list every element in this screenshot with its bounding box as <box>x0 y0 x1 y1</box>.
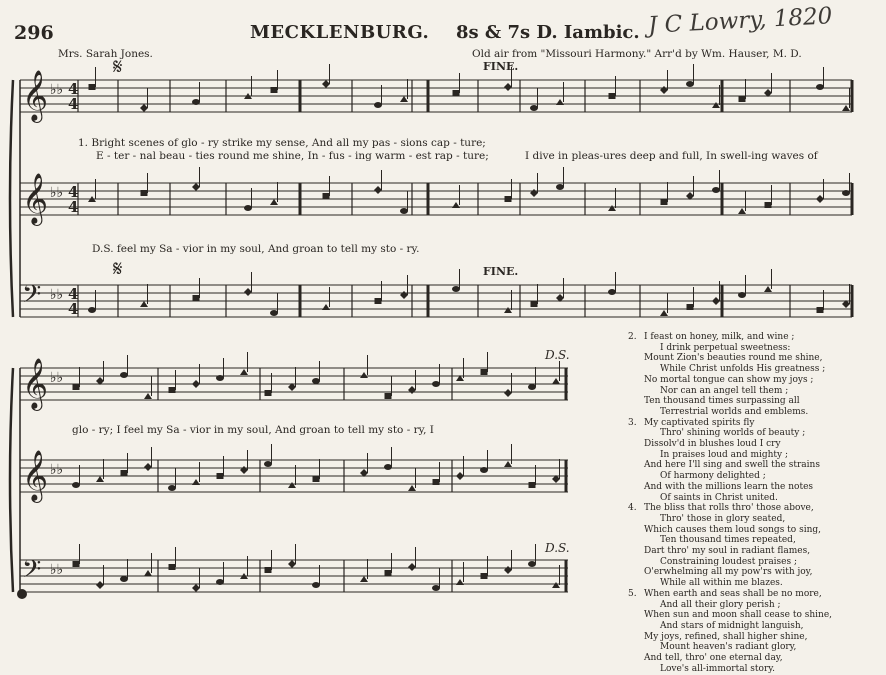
time-signature: 4 <box>68 300 79 318</box>
treble-clef-icon: 𝄞 <box>22 450 49 501</box>
note-head <box>712 187 720 193</box>
note-head <box>322 80 330 88</box>
note-head <box>504 461 512 467</box>
note-head <box>552 582 560 588</box>
verse-stanza <box>628 332 873 418</box>
note-head <box>120 372 128 378</box>
note-head <box>528 561 536 567</box>
page-number: 296 <box>14 22 54 44</box>
verse-line: Terrestrial worlds and emblems. <box>660 406 809 417</box>
note-head <box>480 467 488 473</box>
note-head <box>712 297 720 305</box>
note-head <box>842 105 850 111</box>
note-head <box>374 186 382 194</box>
key-signature-flat-icon: ♭♭ <box>50 462 64 478</box>
music-credit: Old air from "Missouri Harmony." Arr'd by Wm. Hauser, M. D. <box>472 48 802 60</box>
lyric-ds-line: D.S. feel my Sa - vior in my soul, And groan to tell my sto - ry. <box>92 243 420 255</box>
verse-line: Ten thousand times repeated, <box>660 535 796 546</box>
key-signature-flat-icon: ♭♭ <box>50 82 64 98</box>
bass-clef-icon: 𝄢 <box>22 555 42 590</box>
system-brace <box>10 80 13 317</box>
verse-line: Ten thousand times surpassing all <box>644 396 800 407</box>
key-signature-flat-icon: ♭♭ <box>50 185 64 201</box>
note-head <box>739 96 746 102</box>
note-head <box>271 87 278 93</box>
note-head <box>375 298 382 304</box>
note-head <box>765 202 772 208</box>
verse-number: 3. <box>628 417 637 428</box>
verse-line: Thro' shining worlds of beauty ; <box>660 428 806 439</box>
note-head <box>312 582 320 588</box>
verse-line: I drink perpetual sweetness: <box>660 342 791 353</box>
note-head <box>530 189 538 197</box>
treble-clef-icon: 𝄞 <box>22 70 49 121</box>
words-credit: Mrs. Sarah Jones. <box>58 48 153 60</box>
note-head <box>552 378 560 384</box>
verse-number: 2. <box>628 332 637 342</box>
note-head <box>432 585 440 591</box>
lyric-line-1: 1. Bright scenes of glo - ry strike my sense, And all my pas - sions cap - ture; <box>78 137 486 149</box>
note-head <box>453 90 460 96</box>
verse-line: Of harmony delighted ; <box>660 471 766 482</box>
note-head <box>193 295 200 301</box>
note-head <box>481 573 488 579</box>
note-head <box>270 310 278 316</box>
time-signature: 4 <box>68 80 79 98</box>
note-head <box>73 561 80 567</box>
note-head <box>140 104 148 112</box>
note-head <box>505 196 512 202</box>
note-head <box>408 485 416 491</box>
note-head <box>192 99 200 105</box>
note-head <box>817 307 824 313</box>
note-head <box>531 301 538 307</box>
verse-line: And with the millions learn the notes <box>644 481 814 492</box>
fine-mark: FINE. <box>483 265 519 278</box>
verse-line: My joys, refined, shall higher shine, <box>644 631 808 642</box>
verse-line: Dart thro' my soul in radiant flames, <box>644 546 811 557</box>
note-head <box>217 473 224 479</box>
note-head <box>481 369 488 375</box>
note-head <box>452 202 460 208</box>
note-head <box>686 81 694 87</box>
fine-mark: FINE. <box>483 60 519 73</box>
meter-label: 8s & 7s D. Iambic. <box>456 22 640 43</box>
system-brace <box>10 368 13 592</box>
ds-mark: D.S. <box>545 541 570 555</box>
note-head <box>89 84 96 90</box>
note-head <box>144 463 152 471</box>
note-head <box>660 86 668 94</box>
note-head <box>504 566 512 574</box>
note-head <box>738 292 746 298</box>
tune-title: MECKLENBURG. <box>250 22 430 43</box>
note-head <box>712 102 720 108</box>
lyric-line-2-continued: I dive in pleas-ures deep and full, In swell-ing waves of <box>525 150 818 162</box>
bass-clef-icon: 𝄢 <box>22 280 42 315</box>
note-head <box>265 567 272 573</box>
treble-clef-icon: 𝄞 <box>22 173 49 224</box>
note-head <box>121 470 128 476</box>
verse-line: While all within me blazes. <box>660 578 783 589</box>
note-head <box>96 476 104 482</box>
note-head <box>661 199 668 205</box>
lyric-line-2: E - ter - nal beau - ties round me shine, In - fus - ing warm - est rap - ture; <box>96 150 489 162</box>
note-head <box>842 190 850 196</box>
time-signature: 4 <box>68 198 79 216</box>
note-head <box>385 393 392 399</box>
verse-line: And tell, thro' one eternal day, <box>644 653 783 664</box>
segno-icon: 𝄋 <box>113 55 123 80</box>
note-head <box>816 84 824 90</box>
verse-stanza <box>628 418 873 504</box>
note-head <box>528 384 536 390</box>
note-head <box>504 389 512 397</box>
note-head <box>433 479 440 485</box>
verse-line: While Christ unfolds His greatness ; <box>660 364 826 375</box>
note-head <box>456 579 464 585</box>
verse-list <box>628 332 873 675</box>
note-head <box>144 570 152 576</box>
note-head <box>169 564 176 570</box>
verse-line: Nor can an angel tell them ; <box>660 385 789 396</box>
key-signature-flat-icon: ♭♭ <box>50 370 64 386</box>
note-head <box>72 482 80 488</box>
verse-line: I feast on honey, milk, and wine ; <box>644 332 795 342</box>
note-head <box>608 289 616 295</box>
note-head <box>432 381 440 387</box>
note-head <box>529 482 536 488</box>
note-head <box>322 304 330 310</box>
note-head <box>144 393 152 399</box>
verse-line: O'erwhelming all my pow'rs with joy, <box>644 567 813 578</box>
note-head <box>192 584 200 592</box>
verse-number: 5. <box>628 588 637 599</box>
verse-line: When earth and seas shall be no more, <box>644 588 822 599</box>
note-head <box>374 102 382 108</box>
handwritten-signature: J C Lowry, 1820 <box>647 3 833 39</box>
note-head <box>240 466 248 474</box>
note-head <box>168 485 176 491</box>
time-signature: 4 <box>68 183 79 201</box>
verse-line: And all their glory perish ; <box>660 599 781 610</box>
segno-icon: 𝄋 <box>113 257 123 282</box>
key-signature-flat-icon: ♭♭ <box>50 562 64 578</box>
note-head <box>408 386 416 394</box>
note-head <box>408 563 416 571</box>
note-head <box>360 372 368 378</box>
verse-line: In praises loud and mighty ; <box>660 449 789 460</box>
time-signature: 4 <box>68 95 79 113</box>
note-head <box>400 291 408 299</box>
note-head <box>312 378 320 384</box>
note-head <box>120 576 128 582</box>
note-head <box>400 208 408 214</box>
verse-line: When sun and moon shall cease to shine, <box>644 610 833 621</box>
treble-clef-icon: 𝄞 <box>22 358 49 409</box>
note-head <box>687 304 694 310</box>
verse-line: Constraining loudest praises ; <box>660 556 798 567</box>
note-head <box>384 464 392 470</box>
note-head <box>385 570 392 576</box>
note-head <box>169 387 176 393</box>
note-head <box>192 380 200 388</box>
note-head <box>323 193 330 199</box>
note-head <box>360 576 368 582</box>
note-head <box>192 183 200 191</box>
note-head <box>244 205 252 211</box>
note-head <box>240 369 248 375</box>
note-head <box>88 307 96 313</box>
note-head <box>244 288 252 296</box>
note-head <box>764 286 772 292</box>
verse-line: Which causes them loud songs to sing, <box>644 524 821 535</box>
note-head <box>456 472 464 480</box>
note-head <box>816 195 824 203</box>
key-signature-flat-icon: ♭♭ <box>50 287 64 303</box>
note-head <box>608 205 616 211</box>
verse-line: Mount Zion's beauties round me shine, <box>644 353 823 364</box>
verse-line: And here I'll sing and swell the strains <box>644 460 820 471</box>
note-head <box>556 184 564 190</box>
verse-line: No mortal tongue can show my joys ; <box>644 374 814 385</box>
note-head <box>73 384 80 390</box>
time-signature: 4 <box>68 285 79 303</box>
verse-number: 4. <box>628 503 637 514</box>
note-head <box>504 307 512 313</box>
note-head <box>400 96 408 102</box>
note-head <box>556 99 564 105</box>
note-head <box>216 579 224 585</box>
note-head <box>288 482 296 488</box>
note-head <box>609 93 616 99</box>
note-head <box>504 83 512 91</box>
verse-line: The bliss that rolls thro' those above, <box>644 503 814 514</box>
verse-line: Mount heaven's radiant glory, <box>660 642 797 653</box>
verse-line: Thro' those in glory seated, <box>660 513 786 524</box>
note-head <box>96 581 104 589</box>
verse-line: Dissolv'd in blushes loud I cry <box>644 439 781 450</box>
ds-mark: D.S. <box>545 348 570 362</box>
note-head <box>530 105 538 111</box>
note-head <box>141 190 148 196</box>
note-head <box>264 461 272 467</box>
note-head <box>313 476 320 482</box>
note-head <box>738 208 746 214</box>
note-head <box>265 390 272 396</box>
note-head <box>452 286 460 292</box>
verse-line: Of saints in Christ united. <box>660 492 778 503</box>
note-head <box>192 479 200 485</box>
verse-line: Love's all-immortal story. <box>660 663 776 674</box>
verse-stanza <box>628 589 873 675</box>
note-head <box>216 375 224 381</box>
lyric-line-system-2: glo - ry; I feel my Sa - vior in my soul, And groan to tell my sto - ry, I <box>72 424 434 436</box>
verse-line: My captivated spirits fly <box>644 417 755 428</box>
verse-line: And stars of midnight languish, <box>660 620 804 631</box>
note-head <box>140 301 148 307</box>
note-head <box>660 310 668 316</box>
verse-stanza <box>628 503 873 589</box>
note-head <box>288 560 296 568</box>
note-head <box>270 199 278 205</box>
ink-blot <box>17 589 27 599</box>
